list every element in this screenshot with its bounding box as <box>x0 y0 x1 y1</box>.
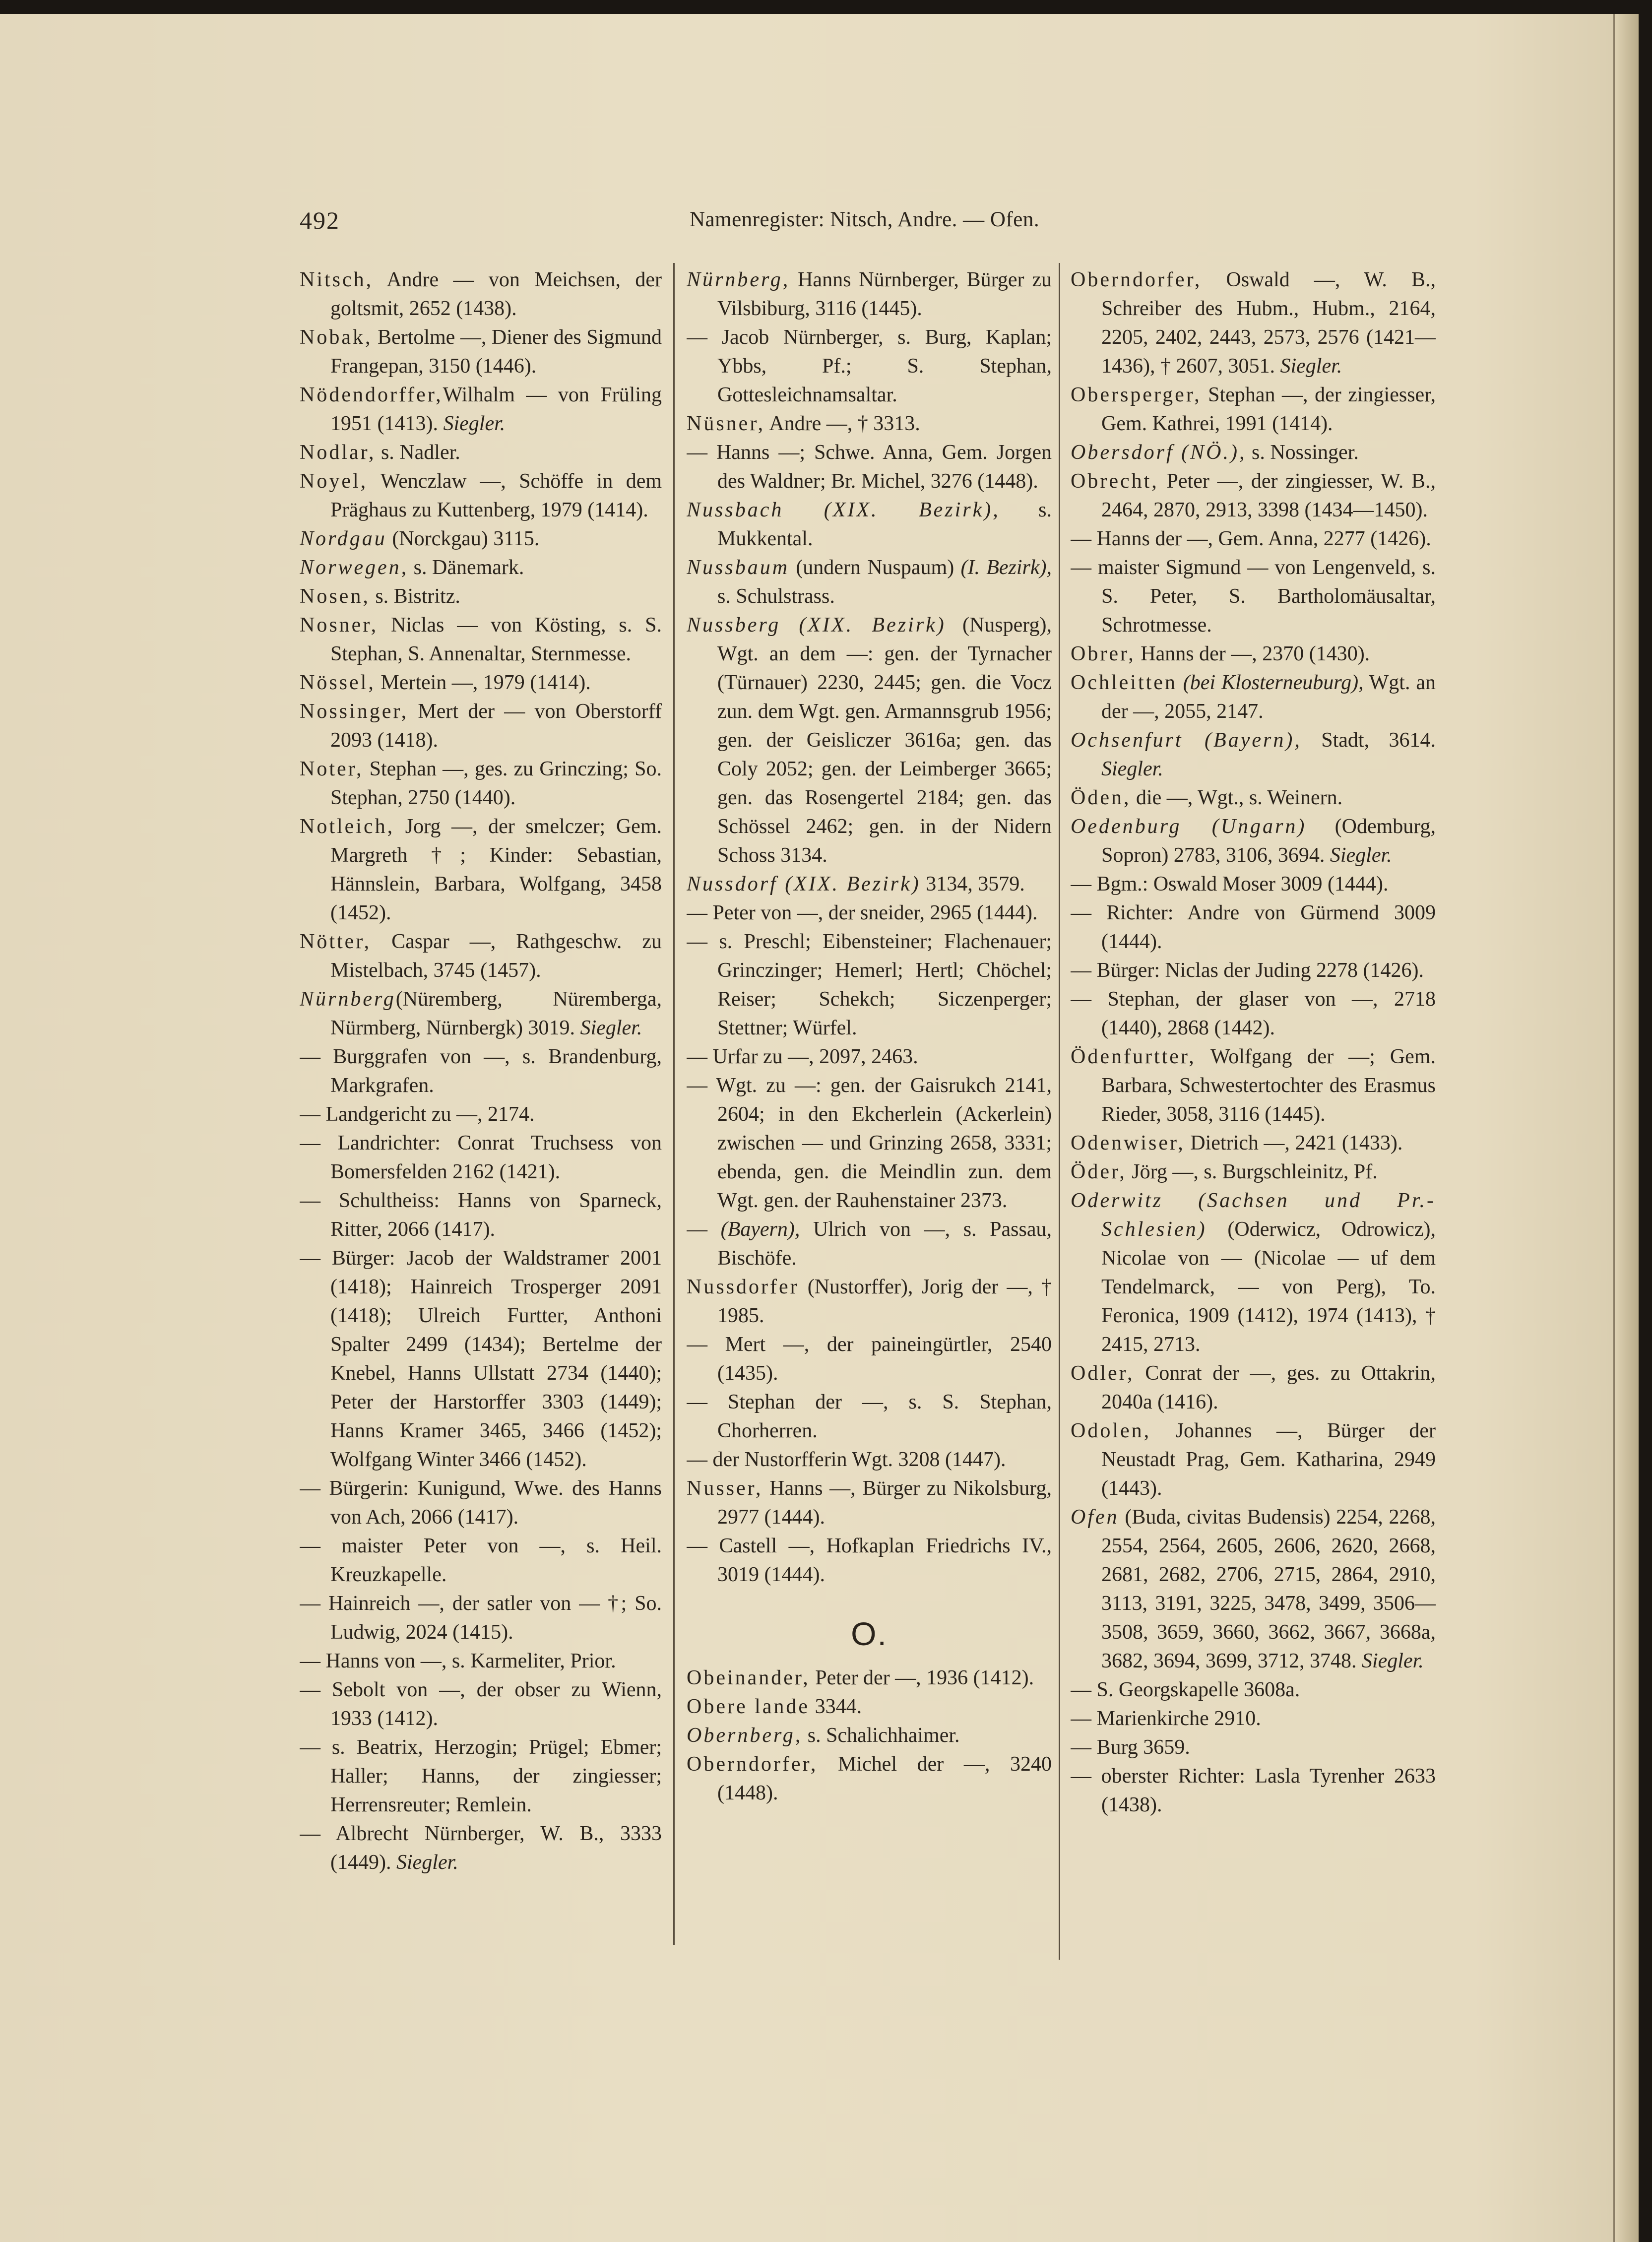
index-entry <box>1071 467 1436 524</box>
index-entry <box>687 1330 1052 1388</box>
entry-headword-place: Oderwitz (Sachsen und Pr.-Schlesien) <box>1071 1189 1436 1241</box>
index-entry <box>300 668 662 697</box>
index-entry <box>1071 1157 1436 1186</box>
entry-headword: Nössel, <box>300 671 376 694</box>
index-entry <box>1071 1704 1436 1733</box>
entry-headword: Obrer, <box>1071 642 1136 665</box>
index-entry <box>300 1474 662 1532</box>
entry-text: — Mert —, der paineingürtler, 2540 (1435). <box>687 1333 1052 1385</box>
entry-text: (Oderwicz, Odrowicz), Nicolae von — (Nicolae — uf dem Tendelmarck, — von Perg), To. Feronica, 1909 (1412), 1974 (1413), † 2415, 2713. <box>1101 1218 1436 1356</box>
entry-text: — Sebolt von —, der obser zu Wienn, 1933 (1412). <box>300 1678 662 1730</box>
index-entry <box>1071 726 1436 783</box>
entry-text: Stephan —, ges. zu Grinczing; So. Stephan, 2750 (1440). <box>330 758 662 809</box>
index-entry <box>1071 1675 1436 1704</box>
entry-headword-place: Ofen <box>1071 1506 1119 1529</box>
index-entry <box>1071 438 1436 467</box>
entry-text: Niclas — von Kösting, s. S. Stephan, S. Annenaltar, Sternmesse. <box>330 614 662 665</box>
index-entry <box>1071 265 1436 381</box>
entry-italic-note: Siegler. <box>1280 355 1342 378</box>
entry-text: s. Schalichhaimer. <box>802 1724 960 1747</box>
entry-headword: Ochleitten <box>1071 671 1177 694</box>
index-entry <box>300 1733 662 1819</box>
entry-headword: Odler, <box>1071 1362 1135 1385</box>
entry-headword: Noter, <box>300 758 364 780</box>
entry-text: — Albrecht Nürnberger, W. B., 3333 (1449). <box>300 1822 662 1874</box>
entry-text: (Odemburg, Sopron) 2783, 3106, 3694. <box>1101 815 1436 867</box>
entry-text: Stadt, 3614. <box>1301 729 1436 752</box>
entry-text: (Norckgau) 3115. <box>386 527 540 550</box>
entry-text: — Burggrafen von —, s. Brandenburg, Markgrafen. <box>300 1045 662 1097</box>
index-entry <box>300 755 662 812</box>
entry-text: — Bürger: Jacob der Waldstramer 2001 (1418); Hainreich Trosperger 2091 (1418); Ulreich Furtter, Anthoni Spalter 2499 (1434); Bertelme der Knebel, Hanns Ullstatt 2734 (1440); Peter der Harstorffer 3303 (1449); Hanns Kramer 3465, 3466 (1452); Wolfgang Winter 3466 (1452). <box>300 1247 662 1471</box>
entry-headword: Nosner, <box>300 614 379 637</box>
index-entry <box>1071 1186 1436 1359</box>
entry-headword-place: Ochsenfurt (Bayern), <box>1071 729 1302 752</box>
index-entry <box>687 1532 1052 1589</box>
entry-text: Johannes —, Bürger der Neustadt Prag, Gem. Katharina, 2949 (1443). <box>1101 1419 1436 1500</box>
entry-headword-place: Nürnberg, <box>687 268 790 291</box>
index-entry <box>300 381 662 438</box>
entry-italic-note: (I. Bezirk), <box>960 556 1052 579</box>
index-entry <box>1071 381 1436 438</box>
entry-text: — Bürger: Niclas der Juding 2278 (1426). <box>1071 959 1424 982</box>
index-entry <box>687 496 1052 553</box>
index-entry <box>687 611 1052 870</box>
index-entry <box>300 1819 662 1877</box>
entry-text: — der Nustorfferin Wgt. 3208 (1447). <box>687 1448 1006 1471</box>
index-entry <box>1071 1359 1436 1416</box>
page-gutter-edge <box>1613 14 1639 2242</box>
entry-headword: Öden, <box>1071 786 1131 809</box>
entry-text: — Schultheiss: Hanns von Sparneck, Ritter, 2066 (1417). <box>300 1189 662 1241</box>
index-entry <box>300 812 662 927</box>
entry-text: — Hanns —; Schwe. Anna, Gem. Jorgen des Waldner; Br. Michel, 3276 (1448). <box>687 441 1052 493</box>
index-entry <box>687 1721 1052 1750</box>
entry-text: — Wgt. zu —: gen. der Gaisrukch 2141, 2604; in den Ekcherlein (Ackerlein) zwischen — und Grinzing 2658, 3331; ebenda, gen. die Meindlin zun. dem Wgt. gen. der Rauhenstainer 2373. <box>687 1074 1052 1212</box>
index-entry <box>300 1100 662 1129</box>
entry-headword-place: Obernberg, <box>687 1724 803 1747</box>
entry-headword: Obere lande <box>687 1695 810 1718</box>
index-entry <box>300 467 662 524</box>
entry-text: (Nustorffer), Jorig der —, † 1985. <box>717 1276 1052 1327</box>
index-entry <box>687 409 1052 438</box>
entry-text: Peter —, der zingiesser, W. B., 2464, 2870, 2913, 3398 (1434—1450). <box>1101 470 1436 521</box>
index-entry <box>1071 1733 1436 1762</box>
section-letter: O. <box>851 1615 888 1652</box>
index-entry <box>687 898 1052 927</box>
entry-headword: Nosen, <box>300 585 370 608</box>
entry-text: — oberster Richter: Lasla Tyrenher 2633 (1438). <box>1071 1765 1436 1816</box>
entry-headword: Obrecht, <box>1071 470 1159 493</box>
entry-text: Wenczlaw —, Schöffe in dem Präghaus zu Kuttenberg, 1979 (1414). <box>330 470 662 521</box>
index-entry <box>687 1388 1052 1445</box>
entry-headword-place: Nussberg (XIX. Bezirk) <box>687 614 946 637</box>
entry-headword-place: Nussbaum <box>687 556 790 579</box>
entry-headword: Nitsch, <box>300 268 374 291</box>
index-entry <box>1071 870 1436 898</box>
entry-text: — Urfar zu —, 2097, 2463. <box>687 1045 918 1068</box>
entry-text: — Bürgerin: Kunigund, Wwe. des Hanns von Ach, 2066 (1417). <box>300 1477 662 1529</box>
entry-text: s. Dänemark. <box>408 556 524 579</box>
entry-headword-place: Oedenburg (Ungarn) <box>1071 815 1307 838</box>
index-entry <box>687 1750 1052 1807</box>
entry-text: — s. Preschl; Eibensteiner; Flachenauer; Grinczinger; Hemerl; Hertl; Chöchel; Reiser; Schekch; Siczenperger; Stettner; Würfel. <box>687 930 1052 1039</box>
entry-text: Hanns —, Bürger zu Nikolsburg, 2977 (1444). <box>717 1477 1052 1529</box>
index-entry <box>1071 668 1436 726</box>
index-entry <box>1071 1129 1436 1157</box>
entry-text: 3344. <box>810 1695 862 1718</box>
entry-text: — Jacob Nürnberger, s. Burg, Kaplan; Ybbs, Pf.; S. Stephan, Gottesleichnamsaltar. <box>687 326 1052 406</box>
entry-text: die —, Wgt., s. Weinern. <box>1131 786 1343 809</box>
column-rule <box>1059 263 1060 1960</box>
entry-italic-note: (bei Klosterneuburg), <box>1177 671 1364 694</box>
entry-text: Conrat der —, ges. zu Ottakrin, 2040a (1416). <box>1101 1362 1436 1413</box>
entry-text: — Hanns von —, s. Karmeliter, Prior. <box>300 1650 616 1672</box>
index-entry <box>1071 898 1436 956</box>
entry-headword: Notleich, <box>300 815 395 838</box>
index-entry <box>300 985 662 1042</box>
entry-text: — Richter: Andre von Gürmend 3009 (1444). <box>1071 901 1436 953</box>
entry-text: Dietrich —, 2421 (1433). <box>1185 1132 1403 1154</box>
entry-text: Jörg —, s. Burgschleinitz, Pf. <box>1126 1160 1378 1183</box>
index-entry <box>687 1215 1052 1273</box>
entry-italic-note: Siegler. <box>1362 1650 1424 1672</box>
entry-headword: Oberndorfer, <box>687 1753 818 1776</box>
entry-headword: Obeinander, <box>687 1666 810 1689</box>
running-head: Namenregister: Nitsch, Andre. — Ofen. <box>690 208 1040 231</box>
index-entry <box>1071 553 1436 640</box>
entry-headword-place: Nordgau <box>300 527 387 550</box>
index-column-2 <box>687 265 1052 1807</box>
entry-text: Stephan —, der zingiesser, Gem. Kathrei, 1991 (1414). <box>1101 384 1436 435</box>
entry-text: Jorg —, der smelczer; Gem. Margreth †; Kinder: Sebastian, Hännslein, Barbara, Wolfgang, 3458 (1452). <box>330 815 662 924</box>
entry-text: Hanns Nürnberger, Bürger zu Vilsbiburg, 3116 (1445). <box>717 268 1052 320</box>
entry-headword: Oberndorfer, <box>1071 268 1202 291</box>
entry-text: Wolfgang der —; Gem. Barbara, Schwestertochter des Erasmus Rieder, 3058, 3116 (1445). <box>1101 1045 1436 1126</box>
entry-text: s. Mukkental. <box>717 499 1052 550</box>
entry-text: — Marienkirche 2910. <box>1071 1707 1261 1730</box>
index-entry <box>687 1445 1052 1474</box>
index-entry <box>687 1042 1052 1071</box>
entry-text: Andre —, † 3313. <box>765 412 920 435</box>
index-entry <box>300 1042 662 1100</box>
entry-text: Mert der — von Oberstorff 2093 (1418). <box>330 700 662 752</box>
entry-italic-note: Siegler. <box>1101 758 1163 780</box>
entry-text: Caspar —, Rathgeschw. zu Mistelbach, 3745 (1457). <box>330 930 662 982</box>
entry-text: — Hanns der —, Gem. Anna, 2277 (1426). <box>1071 527 1431 550</box>
entry-text: — maister Peter von —, s. Heil. Kreuzkapelle. <box>300 1535 662 1586</box>
entry-headword: Nossinger, <box>300 700 409 723</box>
entry-italic-note: Siegler. <box>1330 844 1392 867</box>
entry-text: Wilhalm — von Früling 1951 (1413). <box>330 384 662 435</box>
entry-text: Andre — von Meichsen, der goltsmit, 2652 (1438). <box>330 268 662 320</box>
entry-text: — Peter von —, der sneider, 2965 (1444). <box>687 901 1038 924</box>
index-entry <box>300 524 662 553</box>
entry-text: Peter der —, 1936 (1412). <box>810 1666 1034 1689</box>
index-column-3 <box>1071 265 1436 1819</box>
entry-headword: Odenwiser, <box>1071 1132 1185 1154</box>
entry-headword-place: Nussbach (XIX. Bezirk), <box>687 499 1000 521</box>
entry-headword: Nüsner, <box>687 412 765 435</box>
page-number: 492 <box>300 206 340 234</box>
entry-text: Bertolme —, Diener des Sigmund Frangepan, 3150 (1446). <box>330 326 662 378</box>
index-entry <box>687 553 1052 611</box>
index-entry <box>1071 1503 1436 1675</box>
entry-headword: Noyel, <box>300 470 368 493</box>
entry-headword: Öder, <box>1071 1160 1127 1183</box>
index-entry <box>300 1532 662 1589</box>
index-entry <box>1071 640 1436 668</box>
index-entry <box>300 1589 662 1647</box>
entry-headword: Nobak, <box>300 326 373 349</box>
index-entry <box>300 697 662 755</box>
index-entry <box>300 438 662 467</box>
entry-text: (undern Nuspaum) <box>789 556 961 579</box>
entry-text: (Nusperg), Wgt. an dem —: gen. der Tyrnacher (Türnauer) 2230, 2445; gen. die Vocz zun. dem Wgt. gen. Armannsgrub 1956; gen. der Geisliczer 3616a; gen. das Coly 2052; gen. der Leimberger 3665; gen. das Rosengertel 2184; gen. das Schössel 2462; gen. in der Nidern Schoss 3134. <box>717 614 1052 867</box>
entry-text: (Buda, civitas Budensis) 2254, 2268, 2554, 2564, 2605, 2606, 2620, 2668, 2681, 2682, 2706, 2715, 2864, 2910, 3113, 3191, 3225, 3478, 3499, 3506—3508, 3659, 3660, 3662, 3667, 3668a, 3682, 3694, 3699, 3712, 3748. <box>1101 1506 1436 1672</box>
entry-headword: Nötter, <box>300 930 372 953</box>
entry-headword: Nussdorfer <box>687 1276 799 1298</box>
entry-headword: Nusser, <box>687 1477 763 1500</box>
index-entry <box>1071 812 1436 870</box>
index-column-1 <box>300 265 662 1877</box>
entry-text: Ulrich von —, s. Passau, Bischöfe. <box>717 1218 1052 1270</box>
index-entry <box>300 927 662 985</box>
entry-text: — S. Georgskapelle 3608a. <box>1071 1678 1300 1701</box>
entry-text: — Burg 3659. <box>1071 1736 1190 1759</box>
index-entry <box>1071 956 1436 985</box>
index-entry <box>300 323 662 381</box>
entry-text: (Nüremberg, Nüremberga, Nürmberg, Nürnbergk) 3019. <box>330 988 662 1039</box>
index-entry <box>300 1186 662 1244</box>
index-entry <box>687 1692 1052 1721</box>
index-entry <box>1071 1042 1436 1129</box>
index-entry <box>687 438 1052 496</box>
index-entry <box>1071 783 1436 812</box>
entry-text: — <box>687 1218 721 1241</box>
entry-italic-note: Siegler. <box>443 412 506 435</box>
entry-text: s. Nossinger. <box>1246 441 1359 464</box>
entry-text: s. Nadler. <box>376 441 460 464</box>
index-entry <box>300 611 662 668</box>
entry-text: Hanns der —, 2370 (1430). <box>1135 642 1370 665</box>
index-entry <box>1071 985 1436 1042</box>
entry-headword-place: Nussdorf (XIX. Bezirk) <box>687 873 921 896</box>
entry-text: — Stephan, der glaser von —, 2718 (1440), 2868 (1442). <box>1071 988 1436 1039</box>
index-entry <box>300 553 662 582</box>
index-entry <box>1071 524 1436 553</box>
entry-headword: Odolen, <box>1071 1419 1151 1442</box>
entry-text: Oswald —, W. B., Schreiber des Hubm., Hubm., 2164, 2205, 2402, 2443, 2573, 2576 (1421—1436), † 2607, 3051. <box>1101 268 1436 378</box>
entry-headword: Nodlar, <box>300 441 376 464</box>
entry-text: Mertein —, 1979 (1414). <box>375 671 591 694</box>
index-entry <box>300 1244 662 1474</box>
index-entry <box>687 927 1052 1042</box>
entry-text: Wgt. an der —, 2055, 2147. <box>1101 671 1436 723</box>
entry-headword-place: Nürnberg <box>300 988 396 1011</box>
index-entry <box>1071 1416 1436 1503</box>
index-entry <box>300 265 662 323</box>
index-entry <box>687 265 1052 323</box>
entry-text: — Landgericht zu —, 2174. <box>300 1103 535 1126</box>
index-entry <box>687 1664 1052 1692</box>
index-entry <box>300 582 662 611</box>
index-entry <box>687 1071 1052 1215</box>
index-entry <box>300 1647 662 1675</box>
index-entry <box>687 323 1052 409</box>
index-entry <box>687 870 1052 898</box>
entry-headword-place: Norwegen, <box>300 556 409 579</box>
index-entry <box>687 1273 1052 1330</box>
index-entry <box>1071 1762 1436 1819</box>
entry-text: — Stephan der —, s. S. Stephan, Chorherren. <box>687 1391 1052 1442</box>
index-entry <box>687 1474 1052 1532</box>
column-rule <box>673 263 675 1945</box>
entry-text: — Bgm.: Oswald Moser 3009 (1444). <box>1071 873 1389 896</box>
entry-text: s. Bistritz. <box>370 585 460 608</box>
entry-text: — Hainreich —, der satler von — †; So. Ludwig, 2024 (1415). <box>300 1592 662 1644</box>
entry-text: — maister Sigmund — von Lengenveld, s. S. Peter, S. Bartholomäusaltar, Schrotmesse. <box>1071 556 1436 637</box>
entry-text: — Landrichter: Conrat Truchsess von Bomersfelden 2162 (1421). <box>300 1132 662 1183</box>
entry-text: s. Schulstrass. <box>717 585 835 608</box>
entry-headword-place: Obersdorf (NÖ.), <box>1071 441 1247 464</box>
entry-italic-note: (Bayern), <box>720 1218 800 1241</box>
entry-text: — Castell —, Hofkaplan Friedrichs IV., 3019 (1444). <box>687 1535 1052 1586</box>
entry-headword: Nödendorffer, <box>300 384 443 406</box>
index-entry <box>300 1129 662 1186</box>
index-entry <box>300 1675 662 1733</box>
entry-italic-note: Siegler. <box>580 1017 642 1039</box>
entry-text: 3134, 3579. <box>920 873 1025 896</box>
entry-text: — s. Beatrix, Herzogin; Prügel; Ebmer; Haller; Hanns, der zingiesser; Herrensreuter; Remlein. <box>300 1736 662 1816</box>
entry-italic-note: Siegler. <box>396 1851 458 1874</box>
entry-headword: Obersperger, <box>1071 384 1202 406</box>
entry-text: Michel der —, 3240 (1448). <box>717 1753 1052 1804</box>
entry-headword: Ödenfurtter, <box>1071 1045 1196 1068</box>
